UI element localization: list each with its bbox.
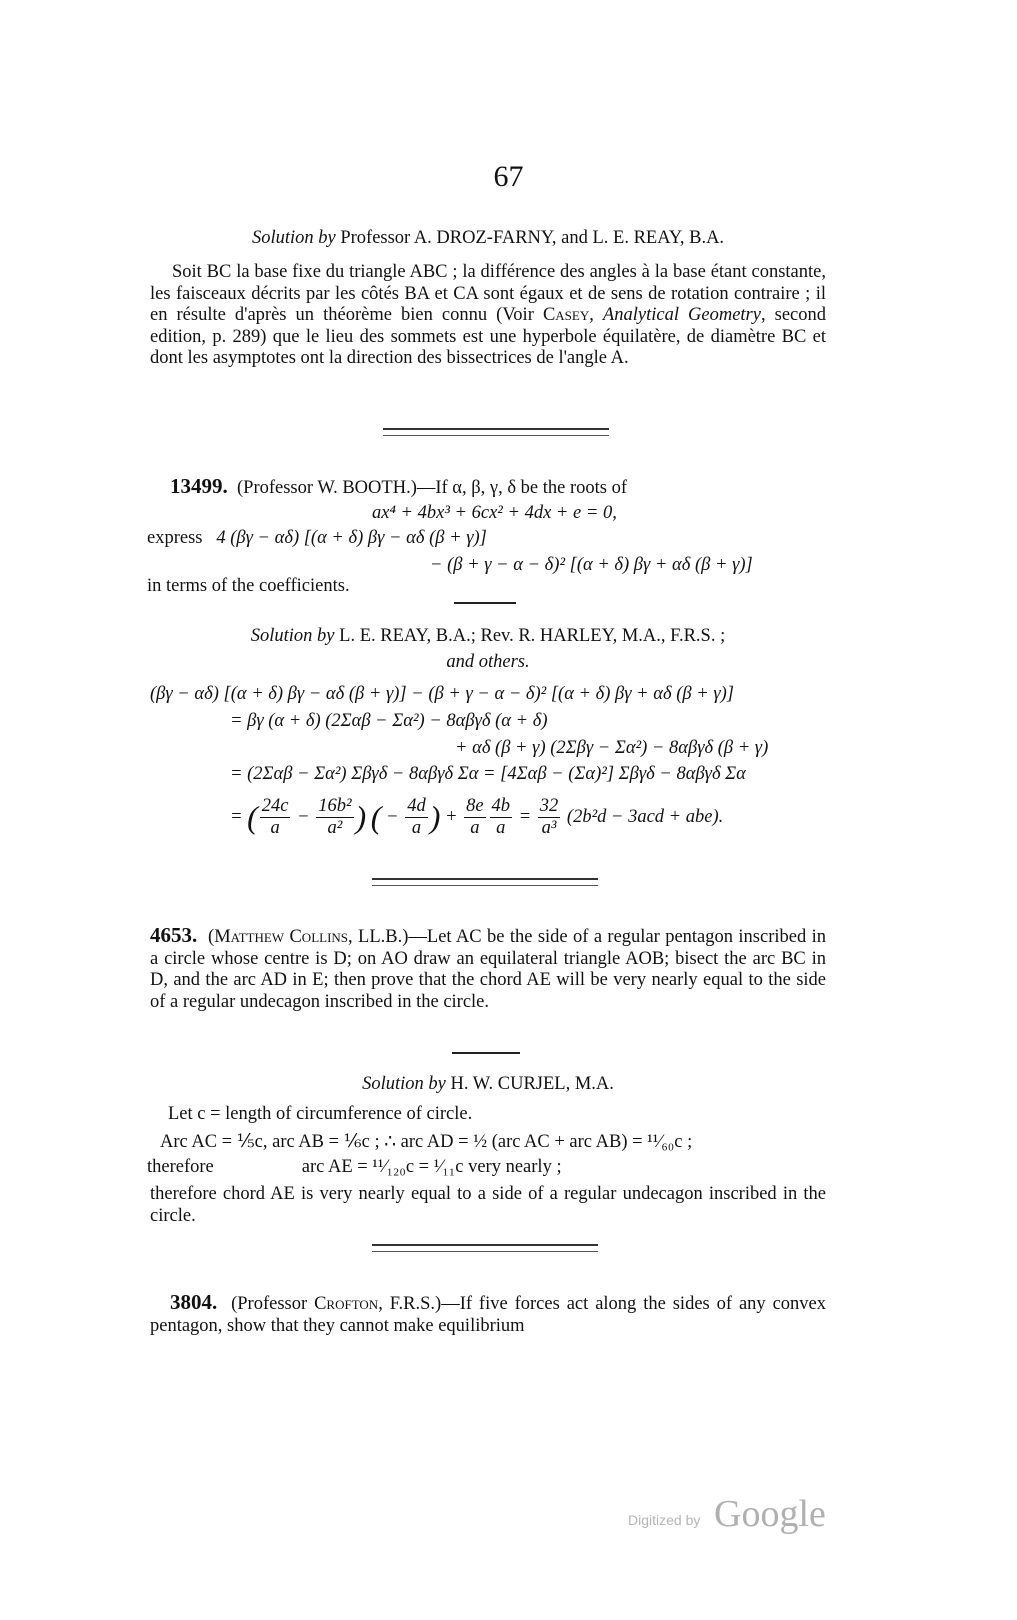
solution-3-line-1: Let c = length of circumference of circle. [168, 1104, 473, 1124]
solution-2-line-3: + αδ (β + γ) (2Σβγ − Σα²) − 8αβγδ (β + γ) [455, 738, 769, 758]
solution-heading-1: Solution by Professor A. DROZ-FARNY, and L. E. REAY, B.A. [251, 228, 725, 248]
solution-3-conclusion: therefore chord AE is very nearly equal to a side of a regular undecagon inscribed in the circle. [150, 1184, 826, 1226]
solution-heading-3: Solution by H. W. CURJEL, M.A. [362, 1074, 614, 1094]
section-divider [372, 1244, 598, 1252]
short-rule [454, 602, 516, 604]
solution-2-line-4: = (2Σαβ − Σα²) Σβγδ − 8αβγδ Σα = [4Σαβ − (Σα)²] Σβγδ − 8αβγδ Σα [230, 764, 746, 784]
section-divider [372, 878, 598, 886]
solution-3-line-3: therefore arc AE = ¹¹⁄₁₂₀c = ¹⁄₁₁c very nearly ; [147, 1157, 562, 1177]
short-rule [452, 1052, 520, 1054]
problem-13499-expr-line2: − (β + γ − α − δ)² [(α + δ) βγ + αδ (β + γ)] [430, 555, 753, 575]
digitized-by-google-watermark: Digitized by Google [628, 1493, 826, 1535]
solution-2-line-5: = ( $\frac{24c}{a}$ − $\frac{\text{16b²}}{\text{a²}}$ ) ( − $\frac{4d}{a}$ ) + $\frac{8e}{a}$ $\frac{4b}{a}$ = $\frac{32}{\text{a³}}$ (2b²d − 3acd + abe). [230, 796, 724, 838]
problem-3804-text: 3804. (Professor Crofton, F.R.S.)—If five forces act along the sides of any convex pentagon, show that they cannot make equilibrium [150, 1290, 827, 1336]
problem-13499-header: 13499. (Professor W. BOOTH.)—If α, β, γ, δ be the roots of [170, 474, 628, 498]
problem-13499-terms: in terms of the coefficients. [147, 576, 350, 596]
solution-3-line-2: Arc AC = ⅕c, arc AB = ⅙c ; ∴ arc AD = ½ (arc AC + arc AB) = ¹¹⁄₆₀c ; [160, 1132, 693, 1152]
solution-2-line-2: = βγ (α + δ) (2Σαβ − Σα²) − 8αβγδ (α + δ) [230, 711, 548, 731]
solution-heading-2: Solution by L. E. REAY, B.A.; Rev. R. HARLEY, M.A., F.R.S. ; [250, 626, 726, 646]
section-divider [383, 428, 609, 436]
problem-4653-text: 4653. (Matthew Collins, LL.B.)—Let AC be the side of a regular pentagon inscribed in a circle whose centre is D; on AO draw an equilateral triangle AOB; bisect the arc BC in D, and the arc AD in E; then prove that the chord AE will be very nearly equal to the side of a regular undecagon inscribed in the circle. [150, 923, 826, 1012]
solution-2-line-1: (βγ − αδ) [(α + δ) βγ − αδ (β + γ)] − (β + γ − α − δ)² [(α + δ) βγ + αδ (β + γ)] [150, 684, 734, 704]
solution-1-text: Soit BC la base fixe du triangle ABC ; la différence des angles à la base étant constante, les faisceaux décrits par les côtés BA et CA sont égaux et de sens de rotation contraire ; il en résulte d'après un théorème bien connu (Voir Casey, Analytical Geometry, second edition, p. 289) que le lieu des sommets est une hyperbole équilatère, de diamètre BC et dont les asymptotes ont la direction des bissectrices de l'angle A. [150, 262, 827, 368]
problem-13499-equation: ax⁴ + 4bx³ + 6cx² + 4dx + e = 0, [372, 503, 617, 523]
problem-13499-express: express 4 (βγ − αδ) [(α + δ) βγ − αδ (β + γ)] [147, 528, 487, 548]
solution-2-others: and others. [446, 652, 530, 672]
page-number: 67 [493, 160, 524, 193]
